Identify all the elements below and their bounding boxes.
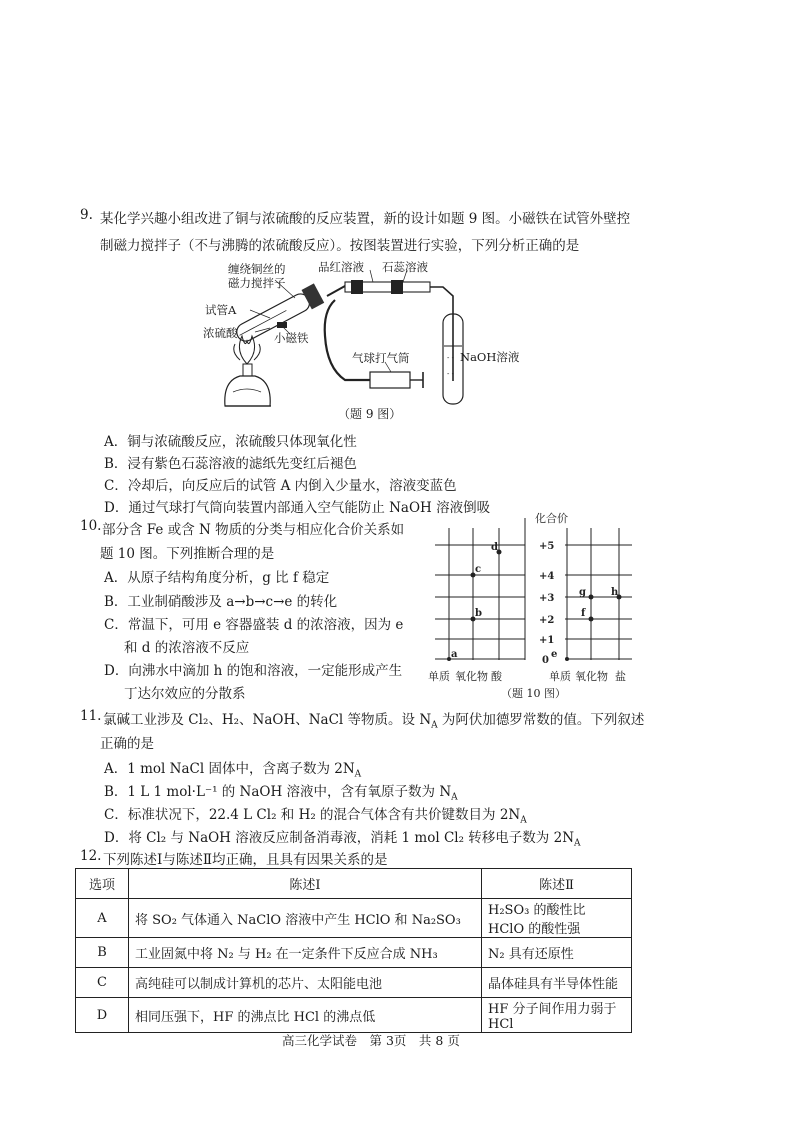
- svg-text:- -: - -: [447, 370, 454, 378]
- tick-plus4: +4: [539, 571, 555, 582]
- q12-number: 12.: [80, 848, 102, 864]
- q11-stem-line1: 氯碱工业涉及 Cl₂、H₂、NaOH、NaCl 等物质。设 $N_A$ 为阿伏加德罗常数的值。下列叙述: [103, 712, 645, 731]
- label-small-magnet: 小磁铁: [274, 331, 309, 345]
- table-header-row: [76, 869, 632, 899]
- point-label-b: b: [475, 608, 482, 619]
- q10-option-b: B．工业制硝酸涉及 a→b→c→e 的转化: [104, 594, 338, 610]
- row-b-statement-1: 工业固氮中将 N₂ 与 H₂ 在一定条件下反应合成 NH₃: [129, 938, 482, 968]
- alcohol-lamp: [225, 376, 270, 406]
- q10-stem-line2: 题 10 图。下列推断合理的是: [100, 546, 275, 562]
- x-right-oxide: 氧化物: [575, 670, 608, 683]
- row-a-option: A: [76, 899, 129, 938]
- tick-plus1: +1: [539, 635, 555, 646]
- point-label-a: a: [451, 649, 458, 660]
- row-c-statement-2: 晶体硅具有半导体性能: [482, 968, 632, 998]
- point-label-d: d: [491, 542, 498, 553]
- chart-y-title: 化合价: [535, 512, 568, 525]
- table-header-option: 选项: [76, 869, 129, 899]
- q10-option-c-cont: 和 d 的浓溶液不反应: [124, 640, 250, 656]
- q11-number: 11.: [80, 708, 102, 724]
- row-d-option: D: [76, 998, 129, 1033]
- x-left-element: 单质: [428, 670, 450, 683]
- table-row: [76, 938, 632, 968]
- pump-hose: [325, 300, 370, 380]
- q12-stem: 下列陈述Ⅰ与陈述Ⅱ均正确，且具有因果关系的是: [103, 852, 388, 868]
- row-a-statement-2: H₂SO₃ 的酸性比 HClO 的酸性强: [482, 899, 632, 938]
- q11-option-b: B．1 L 1 mol·L⁻¹ 的 NaOH 溶液中，含有氧原子数为 $N_A$: [104, 784, 458, 803]
- q11-option-c: C．标准状况下，22.4 L Cl₂ 和 H₂ 的混合气体含有共价键数目为 $2N_A$: [104, 807, 527, 826]
- tick-plus2: +2: [539, 615, 555, 626]
- label-conc-sulfuric-acid: 浓硫酸: [203, 326, 238, 340]
- tick-zero: 0: [542, 655, 549, 666]
- x-left-oxide: 氧化物: [455, 670, 488, 683]
- q12-table: [75, 868, 632, 1033]
- q11-option-a: A．1 mol NaCl 固体中，含离子数为 $2N_A$: [104, 761, 362, 780]
- point-g: [589, 595, 594, 600]
- q10-stem-line1: 部分含 Fe 或含 N 物质的分类与相应化合价关系如: [102, 522, 405, 538]
- figure-10-caption: （题 10 图）: [501, 687, 566, 700]
- q9-number: 9.: [80, 207, 93, 223]
- point-e: [565, 657, 569, 661]
- q9-option-b: B．浸有紫色石蕊溶液的滤纸先变红后褪色: [104, 456, 357, 472]
- row-c-option: C: [76, 968, 129, 998]
- row-b-statement-2: N₂ 具有还原性: [482, 938, 632, 968]
- q10-option-c: C．常温下，可用 e 容器盛装 d 的浓溶液，因为 e: [104, 617, 404, 633]
- q10-valence-chart: [425, 510, 635, 700]
- x-right-element: 单质: [549, 670, 571, 683]
- point-label-g: g: [579, 587, 586, 598]
- x-right-salt: 盐: [615, 670, 626, 683]
- table-row: [76, 998, 632, 1033]
- row-a-statement-1: 将 SO₂ 气体通入 NaClO 溶液中产生 HClO 和 Na₂SO₃: [129, 899, 482, 938]
- table-row: [76, 899, 632, 938]
- point-label-f: f: [581, 608, 586, 619]
- table-row: [76, 968, 632, 998]
- q10-option-d-cont: 丁达尔效应的分散系: [124, 686, 246, 702]
- q10-number: 10.: [80, 518, 102, 534]
- svg-text:- -: - -: [447, 354, 454, 362]
- q11-stem-line2: 正确的是: [100, 736, 154, 752]
- label-stirrer-2: 磁力搅拌子: [228, 276, 286, 290]
- point-label-e: e: [551, 649, 558, 660]
- label-magenta-solution: 品红溶液: [318, 260, 364, 274]
- row-c-statement-1: 高纯硅可以制成计算机的芯片、太阳能电池: [129, 968, 482, 998]
- point-label-c: c: [475, 564, 482, 575]
- tick-plus5: +5: [539, 541, 555, 552]
- point-f: [589, 617, 594, 622]
- table-header-statement-1: 陈述Ⅰ: [129, 869, 482, 899]
- page-footer: 高三化学试卷 第 3页 共 8 页: [282, 1033, 460, 1048]
- tick-plus3: +3: [539, 593, 555, 604]
- q11-option-d: D．将 Cl₂ 与 NaOH 溶液反应制备消毒液，消耗 1 mol Cl₂ 转移电子数为 $2N_A$: [104, 830, 581, 849]
- q10-option-d: D．向沸水中滴加 h 的饱和溶液，一定能形成产生: [104, 663, 403, 679]
- small-magnet: [277, 322, 287, 328]
- label-test-tube-a: 试管A: [205, 303, 237, 317]
- x-left-acid: 酸: [491, 670, 502, 683]
- balloon-pump: [370, 372, 410, 388]
- table-header-statement-2: 陈述Ⅱ: [482, 869, 632, 899]
- q9-stem-line2: 制磁力搅拌子（不与沸腾的浓硫酸反应）。按图装置进行实验，下列分析正确的是: [100, 238, 580, 254]
- row-d-statement-2: HF 分子间作用力弱于 HCl: [482, 998, 632, 1033]
- row-b-option: B: [76, 938, 129, 968]
- label-stirrer-1: 缠绕铜丝的: [228, 262, 286, 276]
- point-label-h: h: [611, 587, 619, 598]
- q9-option-a: A．铜与浓硫酸反应，浓硫酸只体现氧化性: [104, 434, 357, 450]
- figure-9-caption: （题 9 图）: [338, 407, 402, 421]
- q10-option-a: A．从原子结构角度分析，g 比 f 稳定: [104, 570, 330, 586]
- label-litmus-solution: 石蕊溶液: [382, 260, 428, 274]
- q9-stem-line1: 某化学兴趣小组改进了铜与浓硫酸的反应装置，新的设计如题 9 图。小磁铁在试管外壁控: [100, 211, 631, 227]
- row-d-statement-1: 相同压强下，HF 的沸点比 HCl 的沸点低: [129, 998, 482, 1033]
- q9-option-d: D．通过气球打气筒向装置内部通入空气能防止 NaOH 溶液倒吸: [104, 500, 491, 516]
- label-naoh-solution: NaOH溶液: [460, 350, 520, 364]
- q9-option-c: C．冷却后，向反应后的试管 A 内倒入少量水，溶液变蓝色: [104, 478, 457, 494]
- label-balloon-pump: 气球打气筒: [352, 351, 410, 365]
